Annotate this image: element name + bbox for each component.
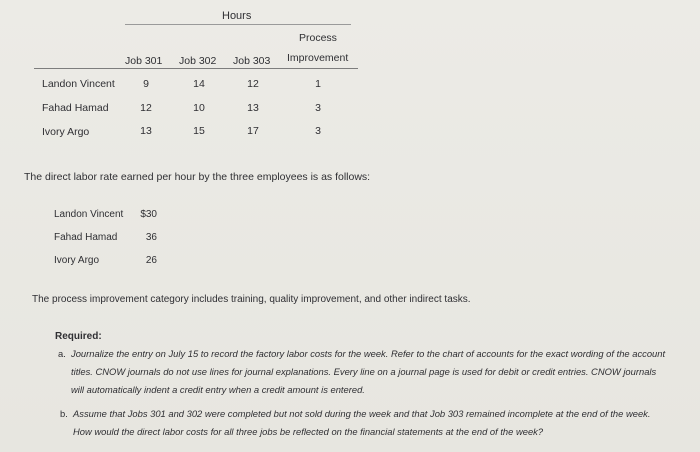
col-job-301: Job 301 — [125, 55, 163, 67]
rate-label-fahad: Fahad Hamad — [54, 232, 118, 243]
process-note: The process improvement category includes training, quality improvement, and other indirect tasks. — [32, 294, 471, 305]
item-b-label: b. — [60, 408, 68, 419]
cell-landon-302: 14 — [193, 78, 205, 90]
rate-label-ivory: Ivory Argo — [54, 255, 100, 266]
cell-fahad-301: 12 — [140, 102, 152, 114]
required-title: Required: — [55, 331, 102, 342]
hours-title: Hours — [222, 10, 252, 22]
cell-fahad-302: 10 — [193, 102, 205, 114]
process-header-line1: Process — [299, 32, 337, 44]
item-b-line-2: How would the direct labor costs for all three jobs be reflected on the financial statements at the end of the week? — [73, 426, 544, 437]
cell-landon-301: 9 — [143, 78, 149, 90]
cell-fahad-303: 13 — [247, 102, 259, 114]
cell-ivory-302: 15 — [193, 125, 205, 137]
item-a-line-3: will automatically indent a credit entry when a credit amount is entered. — [71, 384, 365, 395]
rate-value-fahad: 36 — [145, 232, 157, 243]
row-label-ivory: Ivory Argo — [42, 126, 90, 138]
col-job-303: Job 303 — [233, 55, 271, 67]
cell-ivory-process: 3 — [315, 125, 321, 137]
header-rule — [34, 68, 358, 69]
row-label-landon: Landon Vincent — [42, 78, 115, 90]
rate-value-landon: $30 — [140, 209, 157, 220]
cell-ivory-303: 17 — [247, 125, 259, 137]
hours-rule — [125, 24, 351, 25]
rate-intro-text: The direct labor rate earned per hour by the three employees is as follows: — [24, 171, 371, 183]
cell-fahad-process: 3 — [315, 102, 321, 114]
rate-value-ivory: 26 — [145, 255, 157, 266]
row-label-fahad: Fahad Hamad — [42, 102, 109, 114]
item-a-label: a. — [58, 348, 66, 359]
item-a-line-2: titles. CNOW journals do not use lines for journal explanations. Every line on a journal page is used for debit or credit entries. CNOW journals — [71, 366, 657, 377]
process-header-line2: Improvement — [287, 52, 349, 64]
cell-landon-303: 12 — [247, 78, 259, 90]
item-a-line-1: Journalize the entry on July 15 to record the factory labor costs for the week. Refer to the chart of accounts for the exact wording of the account — [71, 348, 666, 359]
cell-ivory-301: 13 — [140, 125, 152, 137]
rate-label-landon: Landon Vincent — [54, 209, 124, 220]
cell-landon-process: 1 — [315, 78, 321, 90]
item-b-line-1: Assume that Jobs 301 and 302 were completed but not sold during the week and that Job 303 remained incomplete at the end of the week. — [73, 408, 651, 419]
col-job-302: Job 302 — [179, 55, 217, 67]
